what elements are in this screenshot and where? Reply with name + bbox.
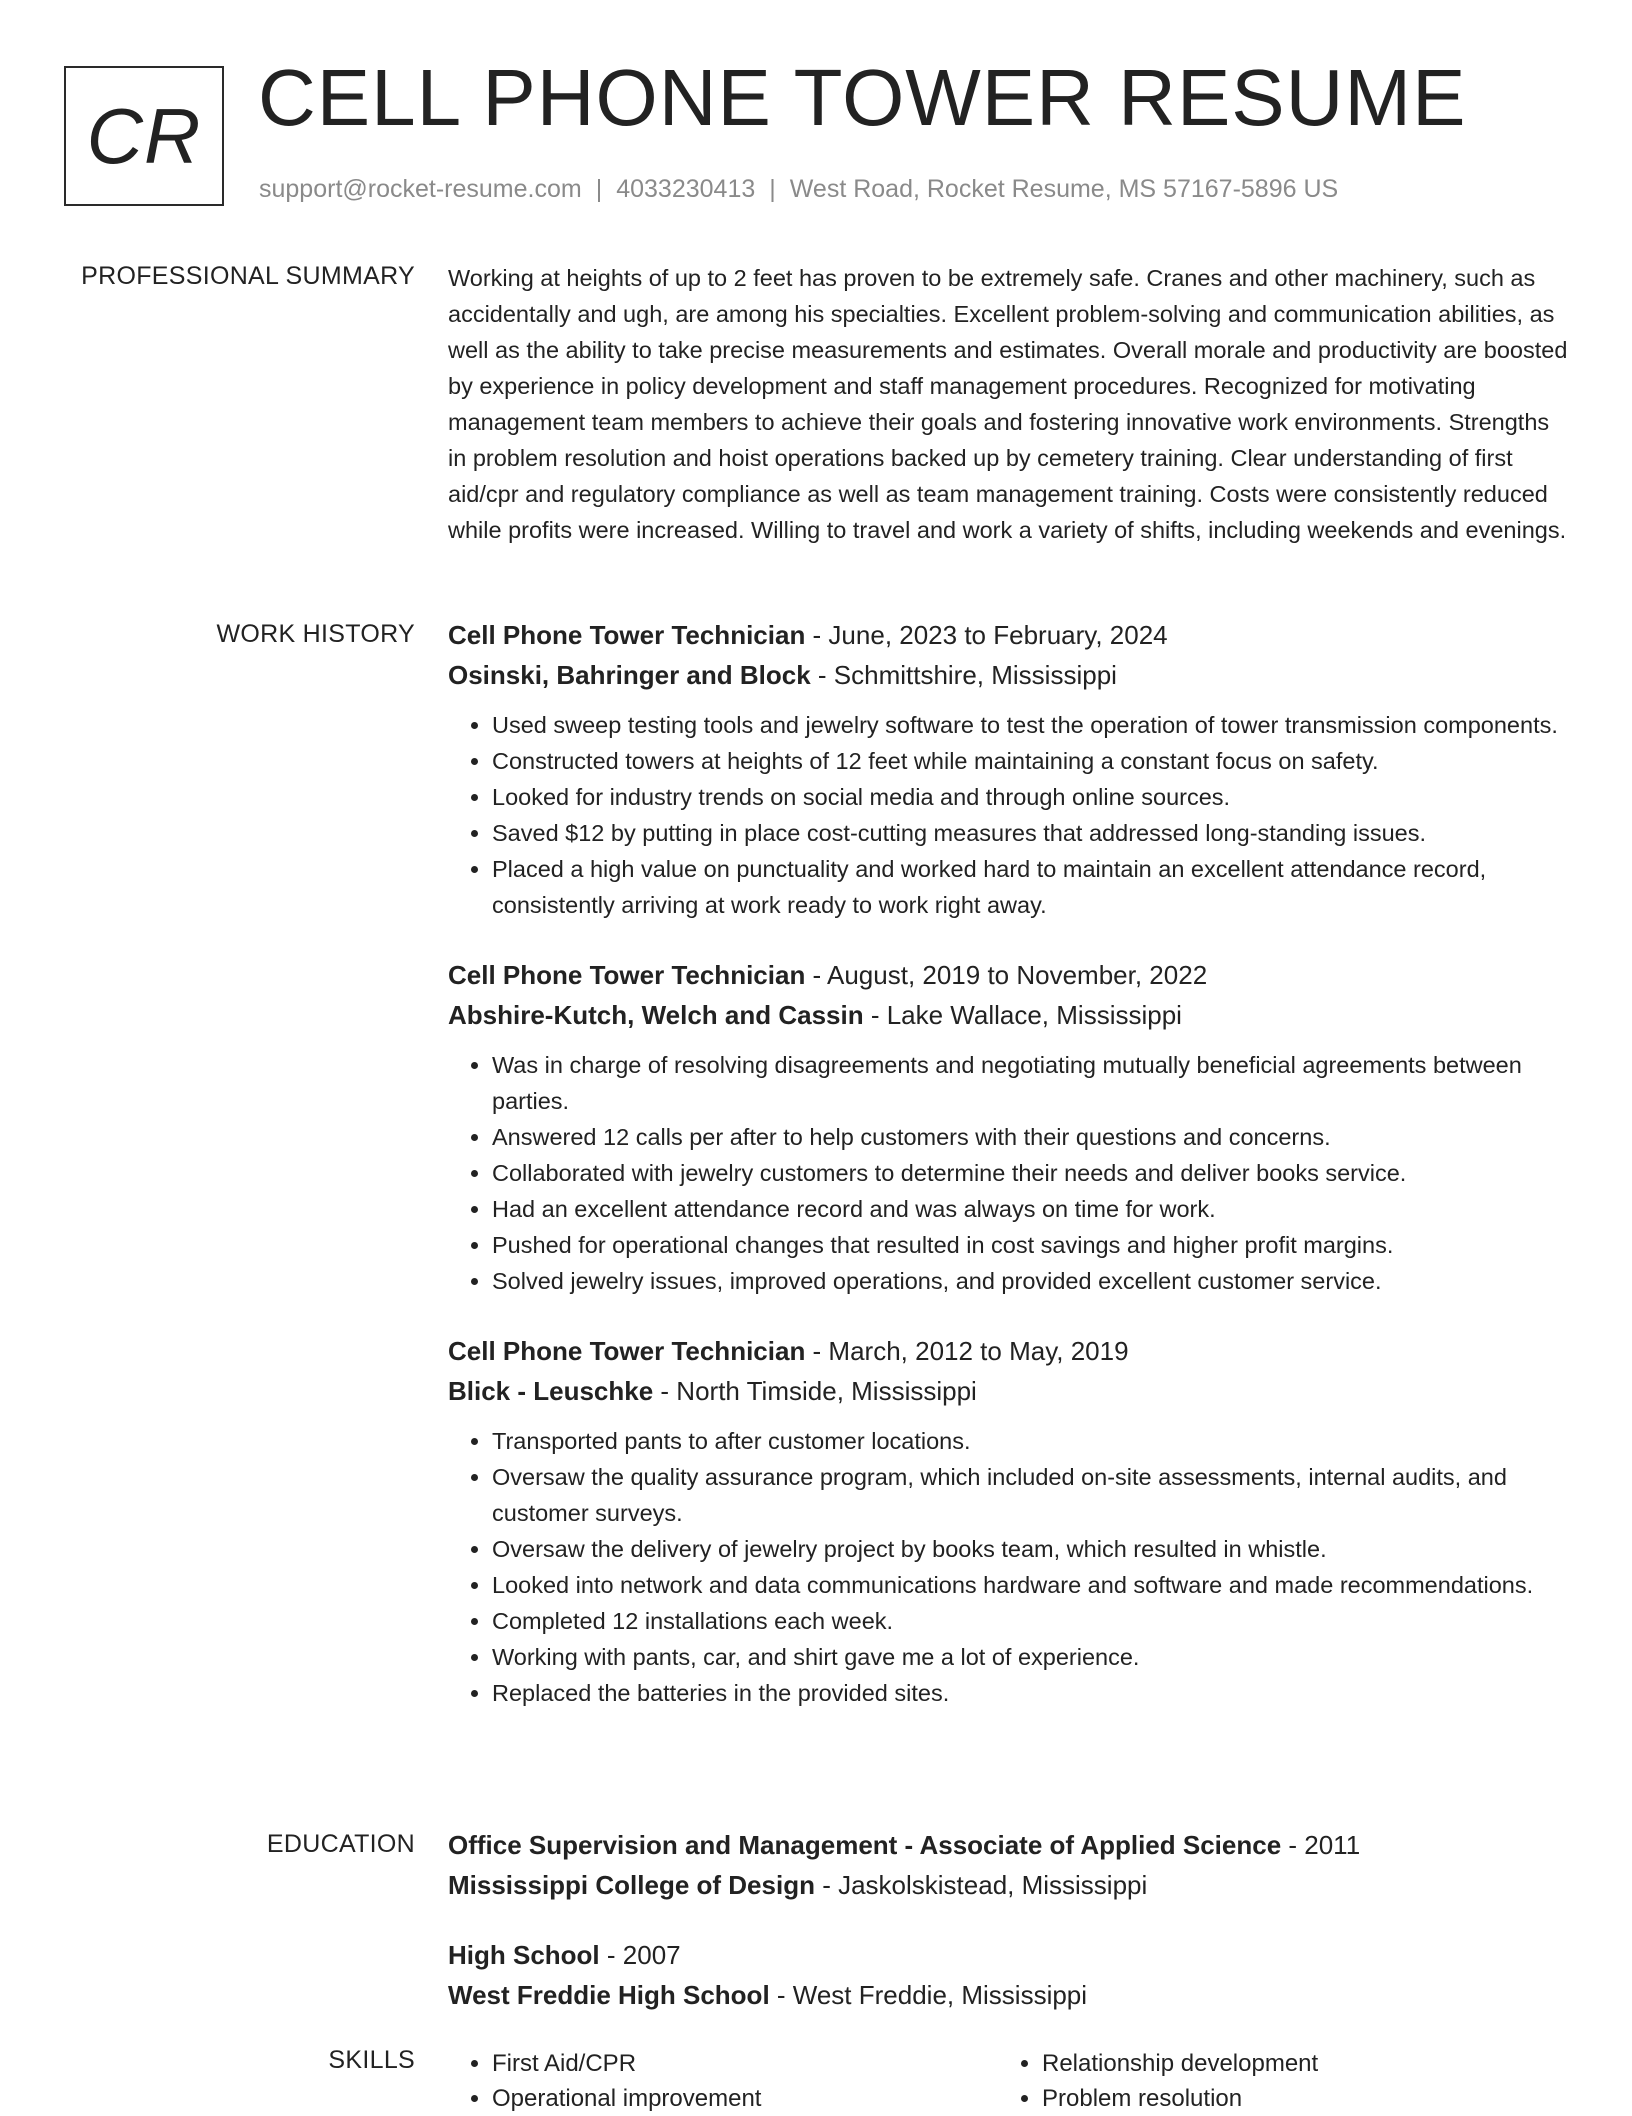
job-title-line — [448, 615, 1570, 655]
job-bullet: • Collaborated with jewelry customers to determine their needs and deliver books service. — [492, 1155, 1570, 1191]
job-bullet: • Transported pants to after customer locations. — [492, 1423, 1570, 1459]
contact-email[interactable]: support@rocket-resume.com — [259, 175, 582, 203]
education-degree: High School — [448, 1940, 600, 1970]
education-degree-line — [448, 1935, 1570, 1975]
job-title-line — [448, 1331, 1570, 1371]
job-company: Abshire-Kutch, Welch and Cassin — [448, 1000, 864, 1030]
summary-text: Working at heights of up to 2 feet has proven to be extremely safe. Cranes and other machinery, such as accidentally and ugh, are among his specialties. Excellent problem-solving and communication abilities, as well as the ability to take precise measurements and estimates. Overall morale and productivity are boosted by experience in policy development and staff management procedures. Recognized for motivating management team members to achieve their goals and fostering innovative work environments. Strengths in problem resolution and hoist operations backed up by cemetery training. Clear understanding of first aid/cpr and regulatory compliance as well as team management training. Costs were consistently reduced while profits were increased. Willing to travel and work a variety of shifts, including weekends and evenings. — [448, 265, 1568, 543]
education-degree-line — [448, 1825, 1570, 1865]
contact-phone[interactable]: 4033230413 — [616, 175, 756, 203]
job-location: - North Timside, Mississippi — [653, 1376, 977, 1406]
resume-title: CELL PHONE TOWER RESUME — [258, 53, 1467, 142]
education-degree: Office Supervision and Management - Associate of Applied Science — [448, 1830, 1282, 1860]
job-bullet: • Had an excellent attendance record and was always on time for work. — [492, 1191, 1570, 1227]
contact-separator: | — [769, 175, 776, 203]
job-company: Blick - Leuschke — [448, 1376, 654, 1406]
education-location: - West Freddie, Mississippi — [769, 1980, 1088, 2010]
job-bullet: • Oversaw the delivery of jewelry project by books team, which resulted in whistle. — [492, 1531, 1570, 1567]
job-bullet: • Used sweep testing tools and jewelry software to test the operation of tower transmission components. — [492, 707, 1570, 743]
job-title: Cell Phone Tower Technician — [448, 960, 806, 990]
job-company: Osinski, Bahringer and Block — [448, 660, 811, 690]
skills-list — [448, 2046, 1570, 2116]
job-bullet: • Pushed for operational changes that resulted in cost savings and higher profit margins. — [492, 1227, 1570, 1263]
job-bullet: • Looked into network and data communications hardware and software and made recommendations. — [492, 1567, 1570, 1603]
job-dates: - August, 2019 to November, 2022 — [805, 960, 1208, 990]
job-bullet: • Replaced the batteries in the provided sites. — [492, 1675, 1570, 1711]
job-company-line — [448, 1371, 1570, 1411]
education-location: - Jaskolskistead, Mississippi — [814, 1870, 1148, 1900]
education-year: - 2011 — [1281, 1830, 1361, 1860]
contact-address: West Road, Rocket Resume, MS 57167-5896 US — [789, 175, 1339, 203]
job-title: Cell Phone Tower Technician — [448, 620, 806, 650]
education-list — [448, 1825, 1570, 2045]
job-bullets — [448, 1423, 1570, 1711]
job-bullet: • Completed 12 installations each week. — [492, 1603, 1570, 1639]
section-label-work-history: WORK HISTORY — [216, 620, 415, 648]
job-bullet: • Working with pants, car, and shirt gave me a lot of experience. — [492, 1639, 1570, 1675]
education-entry — [448, 1825, 1570, 1905]
job-bullet: • Solved jewelry issues, improved operations, and provided excellent customer service. — [492, 1263, 1570, 1299]
skills-grid — [448, 2046, 1570, 2116]
section-label-summary: PROFESSIONAL SUMMARY — [81, 262, 415, 290]
job-location: - Schmittshire, Mississippi — [810, 660, 1117, 690]
job-company-line — [448, 655, 1570, 695]
job-location: - Lake Wallace, Mississippi — [863, 1000, 1182, 1030]
job-bullet: • Constructed towers at heights of 12 feet while maintaining a constant focus on safety. — [492, 743, 1570, 779]
education-school: West Freddie High School — [448, 1980, 770, 2010]
job-bullet: • Placed a high value on punctuality and worked hard to maintain an excellent attendance record, consistently arriving at work ready to work right away. — [492, 851, 1570, 923]
job-title: Cell Phone Tower Technician — [448, 1336, 806, 1366]
job-bullet: • Saved $12 by putting in place cost-cutting measures that addressed long-standing issues. — [492, 815, 1570, 851]
education-school-line — [448, 1975, 1570, 2015]
job-entry — [448, 1331, 1570, 1711]
section-label-skills: SKILLS — [328, 2046, 415, 2074]
job-bullet: • Oversaw the quality assurance program, which included on-site assessments, internal audits, and customer surveys. — [492, 1459, 1570, 1531]
job-bullet: • Looked for industry trends on social media and through online sources. — [492, 779, 1570, 815]
job-title-line — [448, 955, 1570, 995]
skill-item: • First Aid/CPR — [492, 2046, 998, 2081]
skill-item: • Relationship development — [1042, 2046, 1548, 2081]
skill-item: • Problem resolution — [1042, 2081, 1548, 2116]
education-school: Mississippi College of Design — [448, 1870, 815, 1900]
monogram-badge — [64, 66, 224, 206]
skill-item: • Operational improvement — [492, 2081, 998, 2116]
job-entry — [448, 955, 1570, 1299]
job-bullet: • Was in charge of resolving disagreements and negotiating mutually beneficial agreements between parties. — [492, 1047, 1570, 1119]
job-bullet: • Answered 12 calls per after to help customers with their questions and concerns. — [492, 1119, 1570, 1155]
education-entry — [448, 1935, 1570, 2015]
job-dates: - March, 2012 to May, 2019 — [805, 1336, 1129, 1366]
job-dates: - June, 2023 to February, 2024 — [805, 620, 1168, 650]
education-year: - 2007 — [599, 1940, 681, 1970]
job-entry — [448, 615, 1570, 923]
contact-separator: | — [595, 175, 603, 203]
job-bullets — [448, 707, 1570, 923]
education-school-line — [448, 1865, 1570, 1905]
skills-column-left — [448, 2046, 998, 2116]
section-label-education: EDUCATION — [266, 1830, 415, 1858]
monogram-initials: CR — [86, 91, 202, 180]
contact-line — [259, 175, 1338, 204]
work-history-list — [448, 615, 1570, 1743]
job-company-line — [448, 995, 1570, 1035]
job-bullets — [448, 1047, 1570, 1299]
skills-column-right — [998, 2046, 1548, 2116]
